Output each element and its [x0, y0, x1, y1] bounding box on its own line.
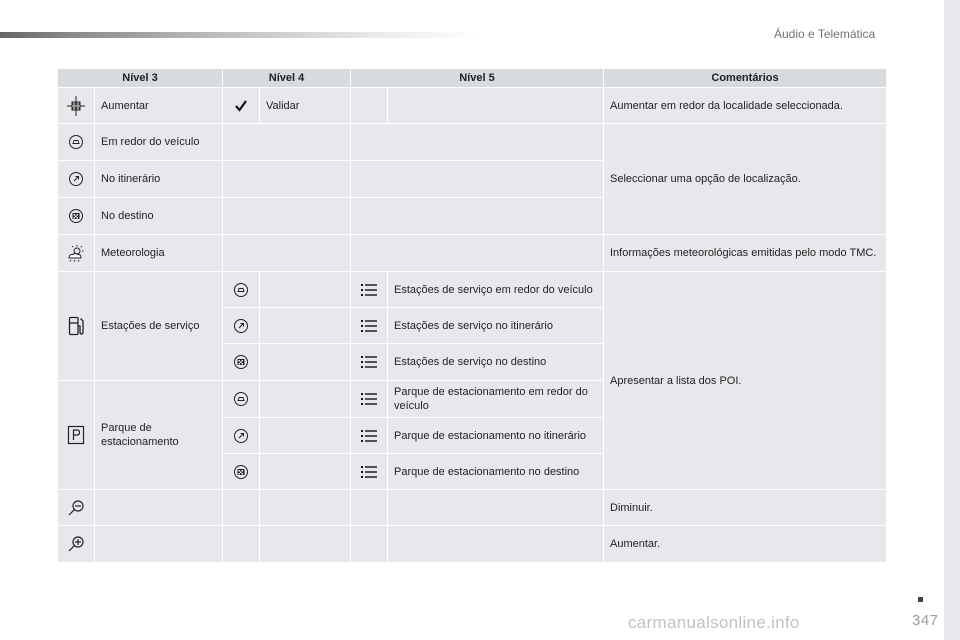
- destination-icon: [223, 454, 260, 490]
- empty-cell: [351, 161, 604, 198]
- around-vehicle-icon: [223, 381, 260, 418]
- parking-icon: [58, 381, 95, 490]
- list-icon: [351, 381, 388, 418]
- label-parque: Parque de estacionamento: [95, 381, 223, 490]
- label-parque-itinerario: Parque de estacionamento no itinerário: [388, 418, 604, 454]
- column-header-level5: Nível 5: [351, 69, 604, 88]
- table-row: [58, 490, 887, 526]
- around-vehicle-icon: [58, 124, 95, 161]
- list-icon: [351, 418, 388, 454]
- header-gradient-bar: [0, 32, 480, 38]
- empty-cell: [95, 526, 223, 563]
- empty-cell: [388, 526, 604, 563]
- empty-cell: [223, 198, 351, 235]
- list-icon: [351, 272, 388, 308]
- table-row: [58, 88, 887, 124]
- empty-cell: [95, 490, 223, 526]
- list-icon: [351, 454, 388, 490]
- comment-meteorologia: Informações meteorológicas emitidas pelo modo TMC.: [604, 235, 887, 272]
- column-header-level4: Nível 4: [223, 69, 351, 88]
- empty-cell: [260, 418, 351, 454]
- empty-cell: [260, 381, 351, 418]
- table-row: [58, 526, 887, 563]
- empty-cell: [351, 235, 604, 272]
- around-vehicle-icon: [223, 272, 260, 308]
- label-aumentar: Aumentar: [95, 88, 223, 124]
- page-edge-strip: [944, 0, 960, 640]
- weather-icon: [58, 235, 95, 272]
- destination-icon: [58, 198, 95, 235]
- empty-cell: [223, 124, 351, 161]
- label-estacoes-itinerario: Estações de serviço no itinerário: [388, 308, 604, 344]
- zoom-out-icon: [58, 490, 95, 526]
- label-parque-destino: Parque de estacionamento no destino: [388, 454, 604, 490]
- page-marker: [918, 597, 923, 602]
- empty-cell: [223, 235, 351, 272]
- destination-icon: [223, 344, 260, 381]
- label-parque-redor: Parque de estacionamento em redor do veículo: [388, 381, 604, 418]
- empty-cell: [223, 490, 260, 526]
- empty-cell: [351, 198, 604, 235]
- empty-cell: [351, 124, 604, 161]
- empty-cell: [351, 526, 388, 563]
- label-em-redor: Em redor do veículo: [95, 124, 223, 161]
- comment-poi: Apresentar a lista dos POI.: [604, 272, 887, 490]
- empty-cell: [351, 490, 388, 526]
- empty-cell: [260, 526, 351, 563]
- comment-diminuir: Diminuir.: [604, 490, 887, 526]
- checkmark-icon: [223, 88, 260, 124]
- comment-aumentar-zoom: Aumentar.: [604, 526, 887, 563]
- fuel-pump-icon: [58, 272, 95, 381]
- table-row: [58, 124, 887, 161]
- label-destino: No destino: [95, 198, 223, 235]
- column-header-comments: Comentários: [604, 69, 887, 88]
- empty-cell: [260, 272, 351, 308]
- empty-cell: [260, 308, 351, 344]
- empty-cell: [223, 161, 351, 198]
- label-estacoes: Estações de serviço: [95, 272, 223, 381]
- empty-cell: [260, 490, 351, 526]
- empty-cell: [260, 454, 351, 490]
- label-estacoes-destino: Estações de serviço no destino: [388, 344, 604, 381]
- label-validar: Validar: [260, 88, 351, 124]
- list-icon: [351, 344, 388, 381]
- route-icon: [58, 161, 95, 198]
- zoom-in-icon: [58, 526, 95, 563]
- comment-localizacao: Seleccionar uma opção de localização.: [604, 124, 887, 235]
- list-icon: [351, 308, 388, 344]
- page-number: 347: [912, 612, 939, 629]
- route-icon: [223, 308, 260, 344]
- menu-table: [57, 68, 887, 563]
- empty-cell: [351, 88, 388, 124]
- empty-cell: [260, 344, 351, 381]
- table-row: [58, 272, 887, 308]
- table-row: [58, 235, 887, 272]
- empty-cell: [388, 88, 604, 124]
- column-header-level3: Nível 3: [58, 69, 223, 88]
- map-zoom-icon: [58, 88, 95, 124]
- watermark: carmanualsonline.info: [628, 613, 800, 632]
- comment-aumentar: Aumentar em redor da localidade seleccionada.: [604, 88, 887, 124]
- label-estacoes-redor: Estações de serviço em redor do veículo: [388, 272, 604, 308]
- label-meteorologia: Meteorologia: [95, 235, 223, 272]
- route-icon: [223, 418, 260, 454]
- section-title: Áudio e Telemática: [774, 27, 876, 41]
- label-itinerario: No itinerário: [95, 161, 223, 198]
- empty-cell: [223, 526, 260, 563]
- empty-cell: [388, 490, 604, 526]
